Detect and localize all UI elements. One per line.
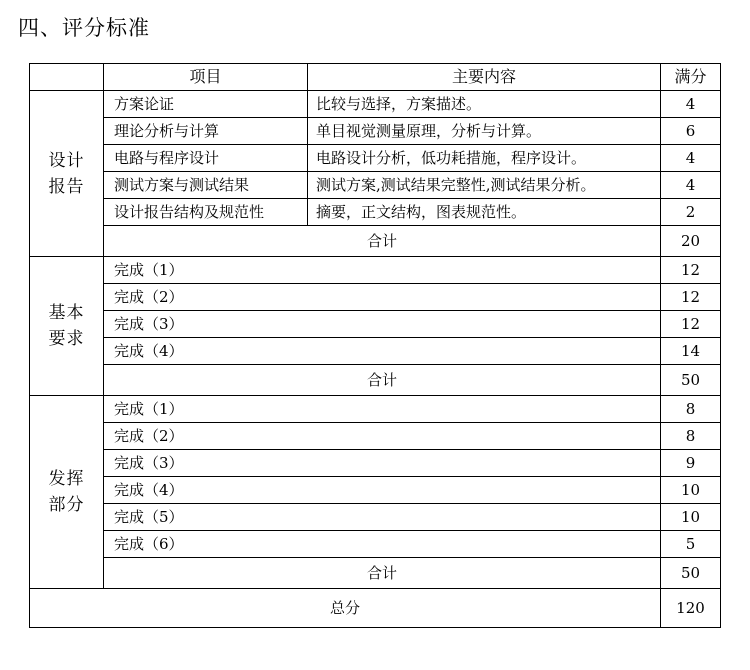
subtotal-row — [30, 365, 721, 396]
score-cell: 8 — [661, 396, 721, 423]
subtotal-label: 合计 — [104, 365, 661, 396]
group-label-basic-requirements: 基本要求 — [30, 257, 104, 396]
table-row — [30, 145, 721, 172]
header-group-cell — [30, 64, 104, 91]
score-cell: 2 — [661, 199, 721, 226]
table-row — [30, 396, 721, 423]
table-row — [30, 504, 721, 531]
score-cell: 12 — [661, 311, 721, 338]
scoring-table — [29, 63, 721, 628]
item-cell: 完成（3） — [104, 311, 661, 338]
score-cell: 10 — [661, 504, 721, 531]
score-cell: 4 — [661, 172, 721, 199]
item-cell: 完成（2） — [104, 284, 661, 311]
score-cell: 9 — [661, 450, 721, 477]
subtotal-score: 50 — [661, 558, 721, 589]
table-row — [30, 199, 721, 226]
score-cell: 4 — [661, 145, 721, 172]
item-cell: 测试方案与测试结果 — [104, 172, 308, 199]
table-row — [30, 531, 721, 558]
subtotal-score: 20 — [661, 226, 721, 257]
table-row — [30, 257, 721, 284]
score-cell: 14 — [661, 338, 721, 365]
table-row — [30, 338, 721, 365]
item-cell: 完成（1） — [104, 257, 661, 284]
subtotal-row — [30, 558, 721, 589]
item-cell: 完成（6） — [104, 531, 661, 558]
subtotal-label: 合计 — [104, 226, 661, 257]
table-row — [30, 91, 721, 118]
item-cell: 完成（2） — [104, 423, 661, 450]
table-row — [30, 118, 721, 145]
score-cell: 4 — [661, 91, 721, 118]
table-row — [30, 477, 721, 504]
item-cell: 方案论证 — [104, 91, 308, 118]
section-heading: 四、评分标准 — [18, 16, 150, 40]
group-label-design-report: 设计报告 — [30, 91, 104, 257]
content-cell: 电路设计分析，低功耗措施，程序设计。 — [308, 145, 661, 172]
table-row — [30, 450, 721, 477]
item-cell: 完成（1） — [104, 396, 661, 423]
grand-total-label: 总分 — [30, 589, 661, 628]
table-row — [30, 284, 721, 311]
item-cell: 完成（5） — [104, 504, 661, 531]
table-row — [30, 311, 721, 338]
score-cell: 12 — [661, 257, 721, 284]
item-cell: 理论分析与计算 — [104, 118, 308, 145]
item-cell: 完成（4） — [104, 477, 661, 504]
item-cell: 完成（4） — [104, 338, 661, 365]
grand-total-row — [30, 589, 721, 628]
score-cell: 5 — [661, 531, 721, 558]
table-header-row — [30, 64, 721, 91]
score-cell: 8 — [661, 423, 721, 450]
content-cell: 比较与选择，方案描述。 — [308, 91, 661, 118]
item-cell: 完成（3） — [104, 450, 661, 477]
table-row — [30, 423, 721, 450]
group-label-extension: 发挥部分 — [30, 396, 104, 589]
content-cell: 摘要，正文结构，图表规范性。 — [308, 199, 661, 226]
content-cell: 单目视觉测量原理，分析与计算。 — [308, 118, 661, 145]
header-content: 主要内容 — [308, 64, 661, 91]
header-item: 项目 — [104, 64, 308, 91]
score-cell: 6 — [661, 118, 721, 145]
item-cell: 电路与程序设计 — [104, 145, 308, 172]
table-row — [30, 172, 721, 199]
subtotal-row — [30, 226, 721, 257]
content-cell: 测试方案,测试结果完整性,测试结果分析。 — [308, 172, 661, 199]
header-full-score: 满分 — [661, 64, 721, 91]
item-cell: 设计报告结构及规范性 — [104, 199, 308, 226]
subtotal-score: 50 — [661, 365, 721, 396]
score-cell: 12 — [661, 284, 721, 311]
subtotal-label: 合计 — [104, 558, 661, 589]
grand-total-score: 120 — [661, 589, 721, 628]
score-cell: 10 — [661, 477, 721, 504]
